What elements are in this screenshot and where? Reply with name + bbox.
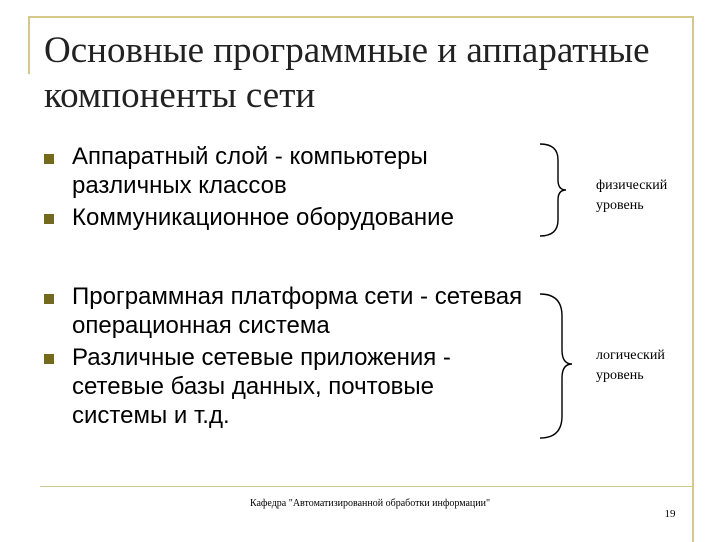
bullet-software-platform: Программная платформа сети - сетевая операционная система xyxy=(72,283,523,339)
square-bullet-icon xyxy=(44,214,54,224)
footer-department: Кафедра "Автоматизированной обработки информации" xyxy=(249,498,491,509)
physical-level-label: физический уровень xyxy=(596,178,668,213)
square-bullet-icon xyxy=(44,294,54,304)
top-frame-line xyxy=(28,16,694,18)
page-number: 19 xyxy=(664,508,676,520)
bullet-communication-equipment: Коммуникационное оборудование xyxy=(72,204,454,231)
right-curly-brace-icon xyxy=(538,292,574,440)
logical-level-label: логический уровень xyxy=(596,348,665,383)
right-frame-line xyxy=(692,16,694,542)
left-frame-line xyxy=(28,16,30,74)
square-bullet-icon xyxy=(44,354,54,364)
bullet-network-applications: Различные сетевые приложения - сетевые базы данных, почтовые системы и т.д. xyxy=(72,344,451,429)
slide-title: Основные программные и аппаратные компоненты сети xyxy=(44,30,650,116)
right-curly-brace-icon xyxy=(538,142,568,238)
footer-divider-line xyxy=(40,486,692,487)
bullet-hardware-layer: Аппаратный слой - компьютеры различных классов xyxy=(72,143,428,199)
square-bullet-icon xyxy=(44,154,54,164)
